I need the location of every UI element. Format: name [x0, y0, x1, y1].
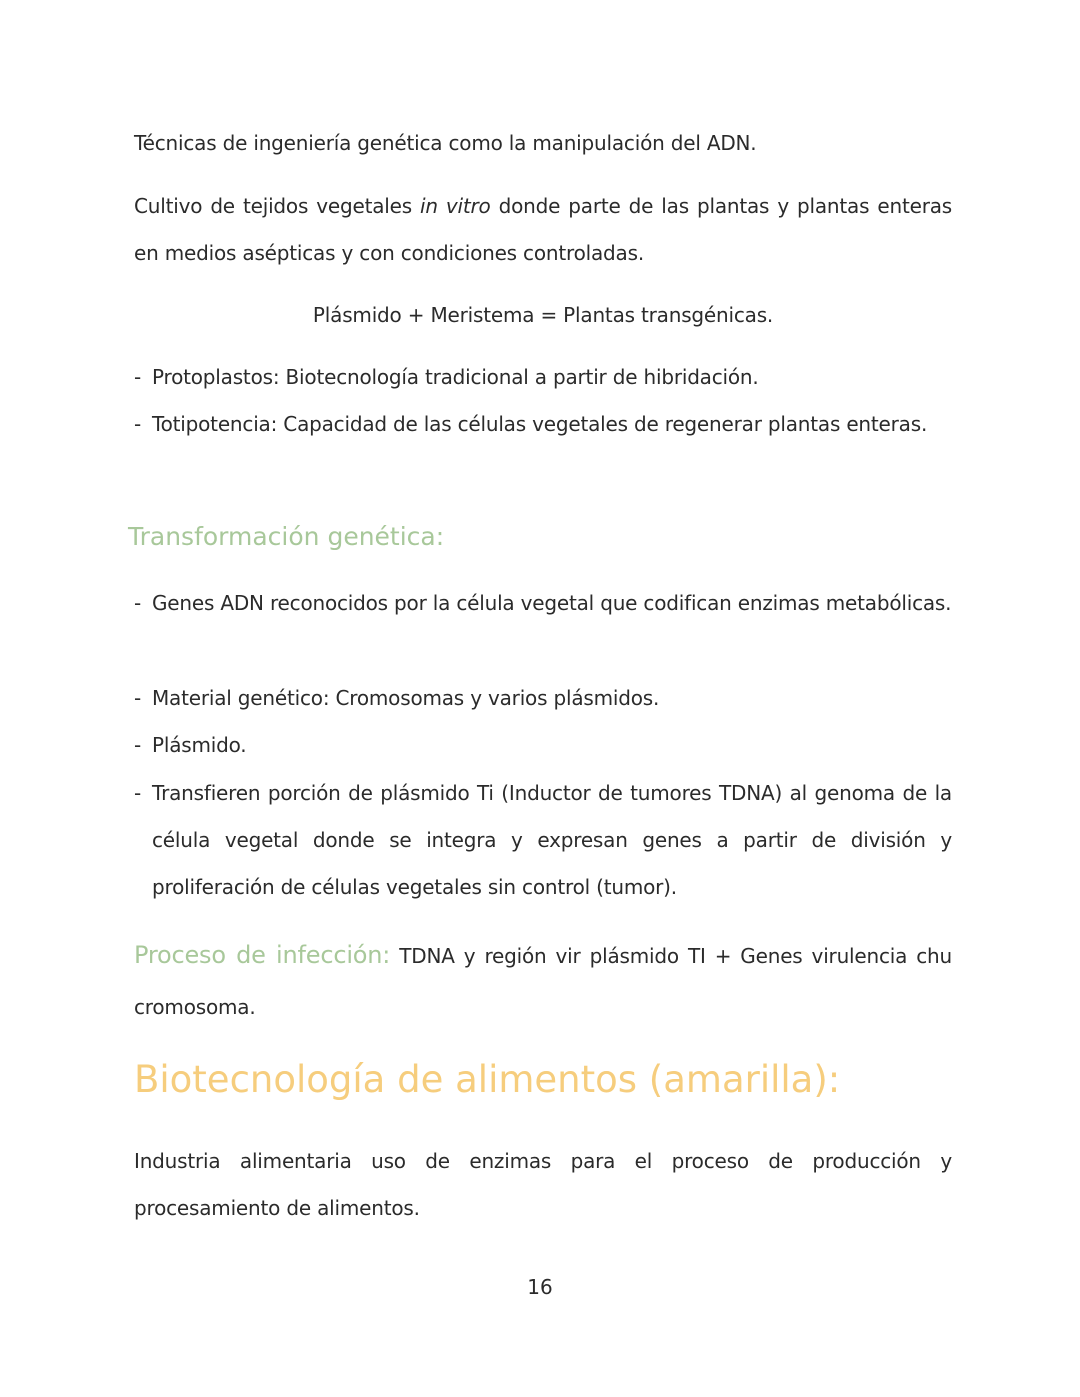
- paragraph-cultivo-tejidos: [134, 183, 952, 277]
- bullet-dash: -: [134, 686, 142, 710]
- label-proceso-infeccion: Proceso de infección:: [134, 941, 391, 969]
- in-vitro-italic: in vitro: [420, 194, 491, 218]
- bullet-dash: -: [134, 412, 142, 436]
- list-item-material-genetico: [134, 675, 952, 722]
- list-item-genes-adn: [134, 580, 952, 627]
- proceso-infeccion-text: TDNA y región vir plásmido TI + Genes virulencia chu cromosoma.: [134, 944, 952, 1019]
- heading-biotecnologia-alimentos: Biotecnología de alimentos (amarilla):: [134, 1058, 841, 1101]
- bullet-dash: -: [134, 365, 142, 389]
- bullet-dash: -: [134, 733, 142, 757]
- list-item-text: Transfieren porción de plásmido Ti (Inductor de tumores TDNA) al genoma de la célula vegetal donde se integra y expresan genes a partir de división y proliferación de células vegetales sin control (tumor).: [152, 781, 952, 899]
- page-number: 16: [527, 1275, 553, 1299]
- paragraph-ingenieria-genetica: Técnicas de ingeniería genética como la manipulación del ADN.: [134, 131, 757, 155]
- list-item-text: Totipotencia: Capacidad de las células vegetales de regenerar plantas enteras.: [152, 412, 928, 436]
- list-item-transfieren: [134, 770, 952, 911]
- bullet-dash: -: [134, 781, 142, 805]
- list-item-text: Plásmido.: [152, 733, 247, 757]
- list-item-text: Protoplastos: Biotecnología tradicional a partir de hibridación.: [152, 365, 759, 389]
- cultivo-text-start: Cultivo de tejidos vegetales: [134, 194, 420, 218]
- list-item-protoplastos: [134, 354, 952, 401]
- paragraph-industria-alimentaria: Industria alimentaria uso de enzimas para el proceso de producción y procesamiento de alimentos.: [134, 1149, 952, 1220]
- list-item-text: Material genético: Cromosomas y varios plásmidos.: [152, 686, 660, 710]
- cultivo-text-end: donde parte de las plantas y plantas enteras en medios asépticas y con condiciones controladas.: [134, 194, 952, 265]
- list-item-totipotencia: [134, 401, 952, 448]
- list-item-plasmido: [134, 722, 952, 769]
- heading-transformacion-genetica: Transformación genética:: [128, 522, 445, 551]
- paragraph-proceso-infeccion: [134, 930, 952, 1033]
- formula-plasmido-meristema: Plásmido + Meristema = Plantas transgénicas.: [312, 303, 774, 327]
- list-item-text: Genes ADN reconocidos por la célula vegetal que codifican enzimas metabólicas.: [152, 591, 952, 615]
- bullet-dash: -: [134, 591, 142, 615]
